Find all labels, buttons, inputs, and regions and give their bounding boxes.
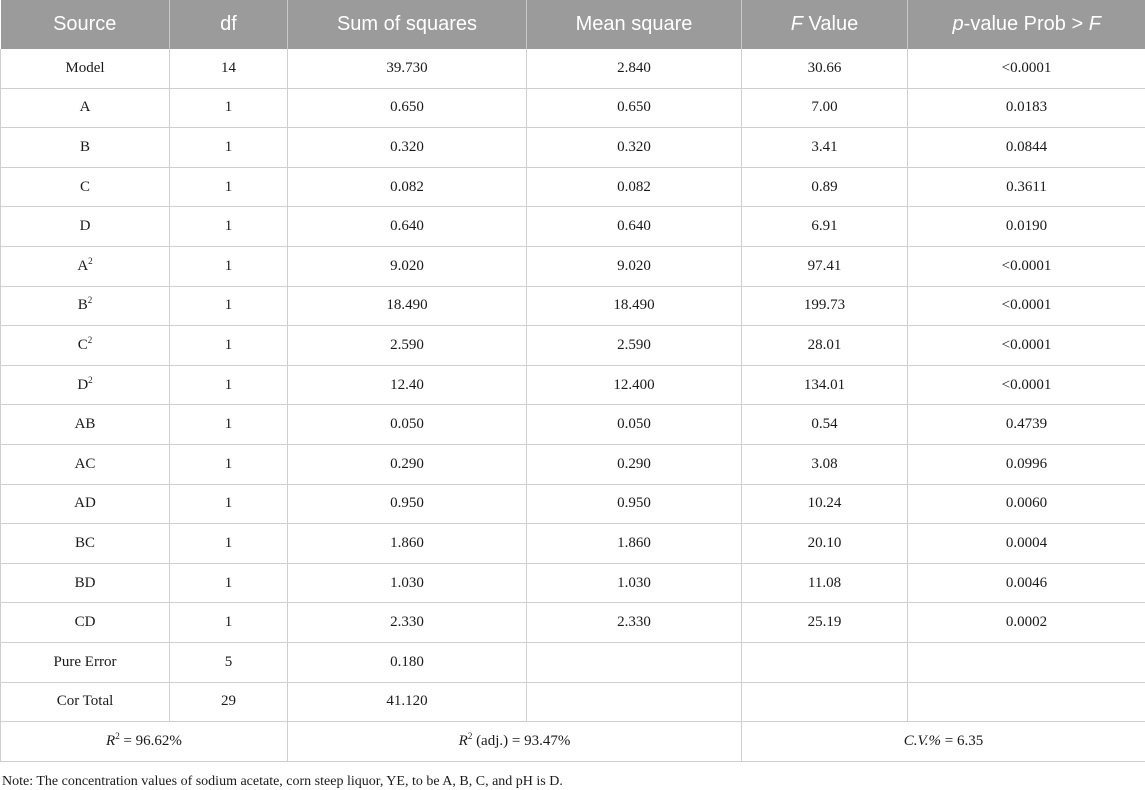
header-p-f-italic: F: [1089, 13, 1101, 35]
source-cell: [1, 207, 170, 247]
sum-of-squares-cell: 2.590: [288, 326, 527, 366]
table-row: [1, 524, 1145, 564]
p-value-cell: <0.0001: [908, 286, 1145, 326]
table-row: [1, 405, 1145, 445]
f-value-cell: 20.10: [742, 524, 908, 564]
footer-r2-adj: [288, 722, 742, 762]
table-row: [1, 563, 1145, 603]
p-value-cell: [908, 682, 1145, 722]
table-row: [1, 207, 1145, 247]
footer-cv-value: = 6.35: [941, 733, 983, 749]
source-label: Pure Error: [54, 654, 117, 670]
df-cell: 1: [170, 405, 288, 445]
source-cell: [1, 286, 170, 326]
sum-of-squares-cell: 2.330: [288, 603, 527, 643]
f-value-cell: 28.01: [742, 326, 908, 366]
sum-of-squares-cell: 0.650: [288, 88, 527, 128]
p-value-cell: 0.3611: [908, 167, 1145, 207]
footer-r2adj-label: R: [459, 733, 468, 749]
mean-square-cell: 18.490: [527, 286, 742, 326]
f-value-cell: 10.24: [742, 484, 908, 524]
header-p-rest: -value Prob >: [964, 13, 1089, 35]
sum-of-squares-cell: 0.050: [288, 405, 527, 445]
source-cell: [1, 642, 170, 682]
sum-of-squares-cell: 9.020: [288, 246, 527, 286]
source-label: C: [78, 337, 88, 353]
mean-square-cell: 9.020: [527, 246, 742, 286]
source-superscript: 2: [88, 256, 93, 266]
source-cell: [1, 524, 170, 564]
df-cell: 1: [170, 286, 288, 326]
mean-square-cell: 2.330: [527, 603, 742, 643]
mean-square-cell: 0.650: [527, 88, 742, 128]
p-value-cell: 0.0046: [908, 563, 1145, 603]
df-cell: 1: [170, 128, 288, 168]
sum-of-squares-cell: 0.082: [288, 167, 527, 207]
df-cell: 29: [170, 682, 288, 722]
df-cell: 5: [170, 642, 288, 682]
mean-square-cell: 0.950: [527, 484, 742, 524]
source-label: D: [77, 377, 88, 393]
p-value-cell: 0.0060: [908, 484, 1145, 524]
table-row: [1, 286, 1145, 326]
f-value-cell: 0.54: [742, 405, 908, 445]
source-cell: [1, 405, 170, 445]
sum-of-squares-cell: 0.290: [288, 444, 527, 484]
p-value-cell: 0.0004: [908, 524, 1145, 564]
p-value-cell: <0.0001: [908, 49, 1145, 88]
header-mean-square: Mean square: [527, 0, 742, 49]
footer-r2-sup: 2: [115, 731, 120, 741]
mean-square-cell: 2.840: [527, 49, 742, 88]
f-value-cell: 199.73: [742, 286, 908, 326]
p-value-cell: 0.4739: [908, 405, 1145, 445]
table-row: [1, 88, 1145, 128]
sum-of-squares-cell: 0.950: [288, 484, 527, 524]
f-value-cell: 25.19: [742, 603, 908, 643]
mean-square-cell: 1.030: [527, 563, 742, 603]
table-row: [1, 444, 1145, 484]
footer-r2-value: = 96.62%: [120, 733, 182, 749]
header-df: df: [170, 0, 288, 49]
footer-cv: [742, 722, 1145, 762]
source-label: A: [80, 99, 91, 115]
df-cell: 1: [170, 444, 288, 484]
mean-square-cell: [527, 642, 742, 682]
f-value-cell: 7.00: [742, 88, 908, 128]
df-cell: 1: [170, 246, 288, 286]
mean-square-cell: 0.290: [527, 444, 742, 484]
f-value-cell: 6.91: [742, 207, 908, 247]
source-label: B: [78, 297, 88, 313]
source-label: BD: [75, 575, 96, 591]
source-cell: [1, 326, 170, 366]
mean-square-cell: 1.860: [527, 524, 742, 564]
table-row: [1, 128, 1145, 168]
df-cell: 1: [170, 524, 288, 564]
source-cell: [1, 49, 170, 88]
df-cell: 1: [170, 563, 288, 603]
header-f-value: [742, 0, 908, 49]
f-value-cell: 97.41: [742, 246, 908, 286]
table-row: [1, 246, 1145, 286]
footer-row: [1, 722, 1145, 762]
mean-square-cell: [527, 682, 742, 722]
footer-r2-label: R: [106, 733, 115, 749]
sum-of-squares-cell: 39.730: [288, 49, 527, 88]
source-label: CD: [75, 614, 96, 630]
source-label: AC: [75, 456, 96, 472]
source-cell: [1, 444, 170, 484]
f-value-cell: 30.66: [742, 49, 908, 88]
df-cell: 1: [170, 603, 288, 643]
mean-square-cell: 2.590: [527, 326, 742, 366]
mean-square-cell: 0.640: [527, 207, 742, 247]
sum-of-squares-cell: 0.640: [288, 207, 527, 247]
footer-cv-label: C.V.%: [904, 733, 941, 749]
f-value-cell: 11.08: [742, 563, 908, 603]
table-row: [1, 167, 1145, 207]
header-sum-of-squares: Sum of squares: [288, 0, 527, 49]
mean-square-cell: 0.082: [527, 167, 742, 207]
source-superscript: 2: [88, 295, 93, 305]
df-cell: 1: [170, 326, 288, 366]
sum-of-squares-cell: 0.320: [288, 128, 527, 168]
p-value-cell: 0.0996: [908, 444, 1145, 484]
source-label: A: [77, 258, 88, 274]
source-cell: [1, 88, 170, 128]
source-label: BC: [75, 535, 95, 551]
mean-square-cell: 0.050: [527, 405, 742, 445]
source-label: Cor Total: [57, 693, 114, 709]
p-value-cell: <0.0001: [908, 365, 1145, 405]
header-p-value: [908, 0, 1145, 49]
source-cell: [1, 682, 170, 722]
f-value-cell: 3.08: [742, 444, 908, 484]
df-cell: 1: [170, 365, 288, 405]
table-row: [1, 682, 1145, 722]
df-cell: 1: [170, 484, 288, 524]
table-row: [1, 603, 1145, 643]
table-row: [1, 365, 1145, 405]
source-label: B: [80, 139, 90, 155]
source-cell: [1, 365, 170, 405]
source-superscript: 2: [88, 335, 93, 345]
table-row: [1, 642, 1145, 682]
f-value-cell: [742, 642, 908, 682]
sum-of-squares-cell: 12.40: [288, 365, 527, 405]
source-label: Model: [65, 60, 104, 76]
sum-of-squares-cell: 0.180: [288, 642, 527, 682]
header-p-italic: p: [953, 13, 964, 35]
footer-r2adj-sup: 2: [468, 731, 473, 741]
p-value-cell: 0.0190: [908, 207, 1145, 247]
sum-of-squares-cell: 41.120: [288, 682, 527, 722]
header-source: Source: [1, 0, 170, 49]
header-f-rest: Value: [803, 13, 858, 35]
df-cell: 1: [170, 167, 288, 207]
sum-of-squares-cell: 1.030: [288, 563, 527, 603]
f-value-cell: 0.89: [742, 167, 908, 207]
mean-square-cell: 12.400: [527, 365, 742, 405]
table-note: Note: The concentration values of sodium acetate, corn steep liquor, YE, to be A, B, C, and pH is D.: [0, 762, 1145, 790]
header-row: [1, 0, 1145, 49]
table-row: [1, 326, 1145, 366]
source-cell: [1, 603, 170, 643]
source-label: D: [80, 218, 91, 234]
p-value-cell: <0.0001: [908, 326, 1145, 366]
sum-of-squares-cell: 18.490: [288, 286, 527, 326]
footer-r2adj-value: (adj.) = 93.47%: [472, 733, 570, 749]
p-value-cell: 0.0844: [908, 128, 1145, 168]
df-cell: 1: [170, 88, 288, 128]
p-value-cell: [908, 642, 1145, 682]
table-row: [1, 49, 1145, 88]
sum-of-squares-cell: 1.860: [288, 524, 527, 564]
p-value-cell: <0.0001: [908, 246, 1145, 286]
table-row: [1, 484, 1145, 524]
mean-square-cell: 0.320: [527, 128, 742, 168]
source-cell: [1, 246, 170, 286]
source-label: AD: [74, 495, 96, 511]
df-cell: 1: [170, 207, 288, 247]
f-value-cell: 3.41: [742, 128, 908, 168]
source-cell: [1, 484, 170, 524]
source-superscript: 2: [88, 375, 93, 385]
footer-r2: [1, 722, 288, 762]
source-label: AB: [75, 416, 96, 432]
f-value-cell: [742, 682, 908, 722]
p-value-cell: 0.0183: [908, 88, 1145, 128]
p-value-cell: 0.0002: [908, 603, 1145, 643]
f-value-cell: 134.01: [742, 365, 908, 405]
source-cell: [1, 563, 170, 603]
source-cell: [1, 128, 170, 168]
source-cell: [1, 167, 170, 207]
header-f-italic: F: [791, 13, 803, 35]
df-cell: 14: [170, 49, 288, 88]
source-label: C: [80, 179, 90, 195]
